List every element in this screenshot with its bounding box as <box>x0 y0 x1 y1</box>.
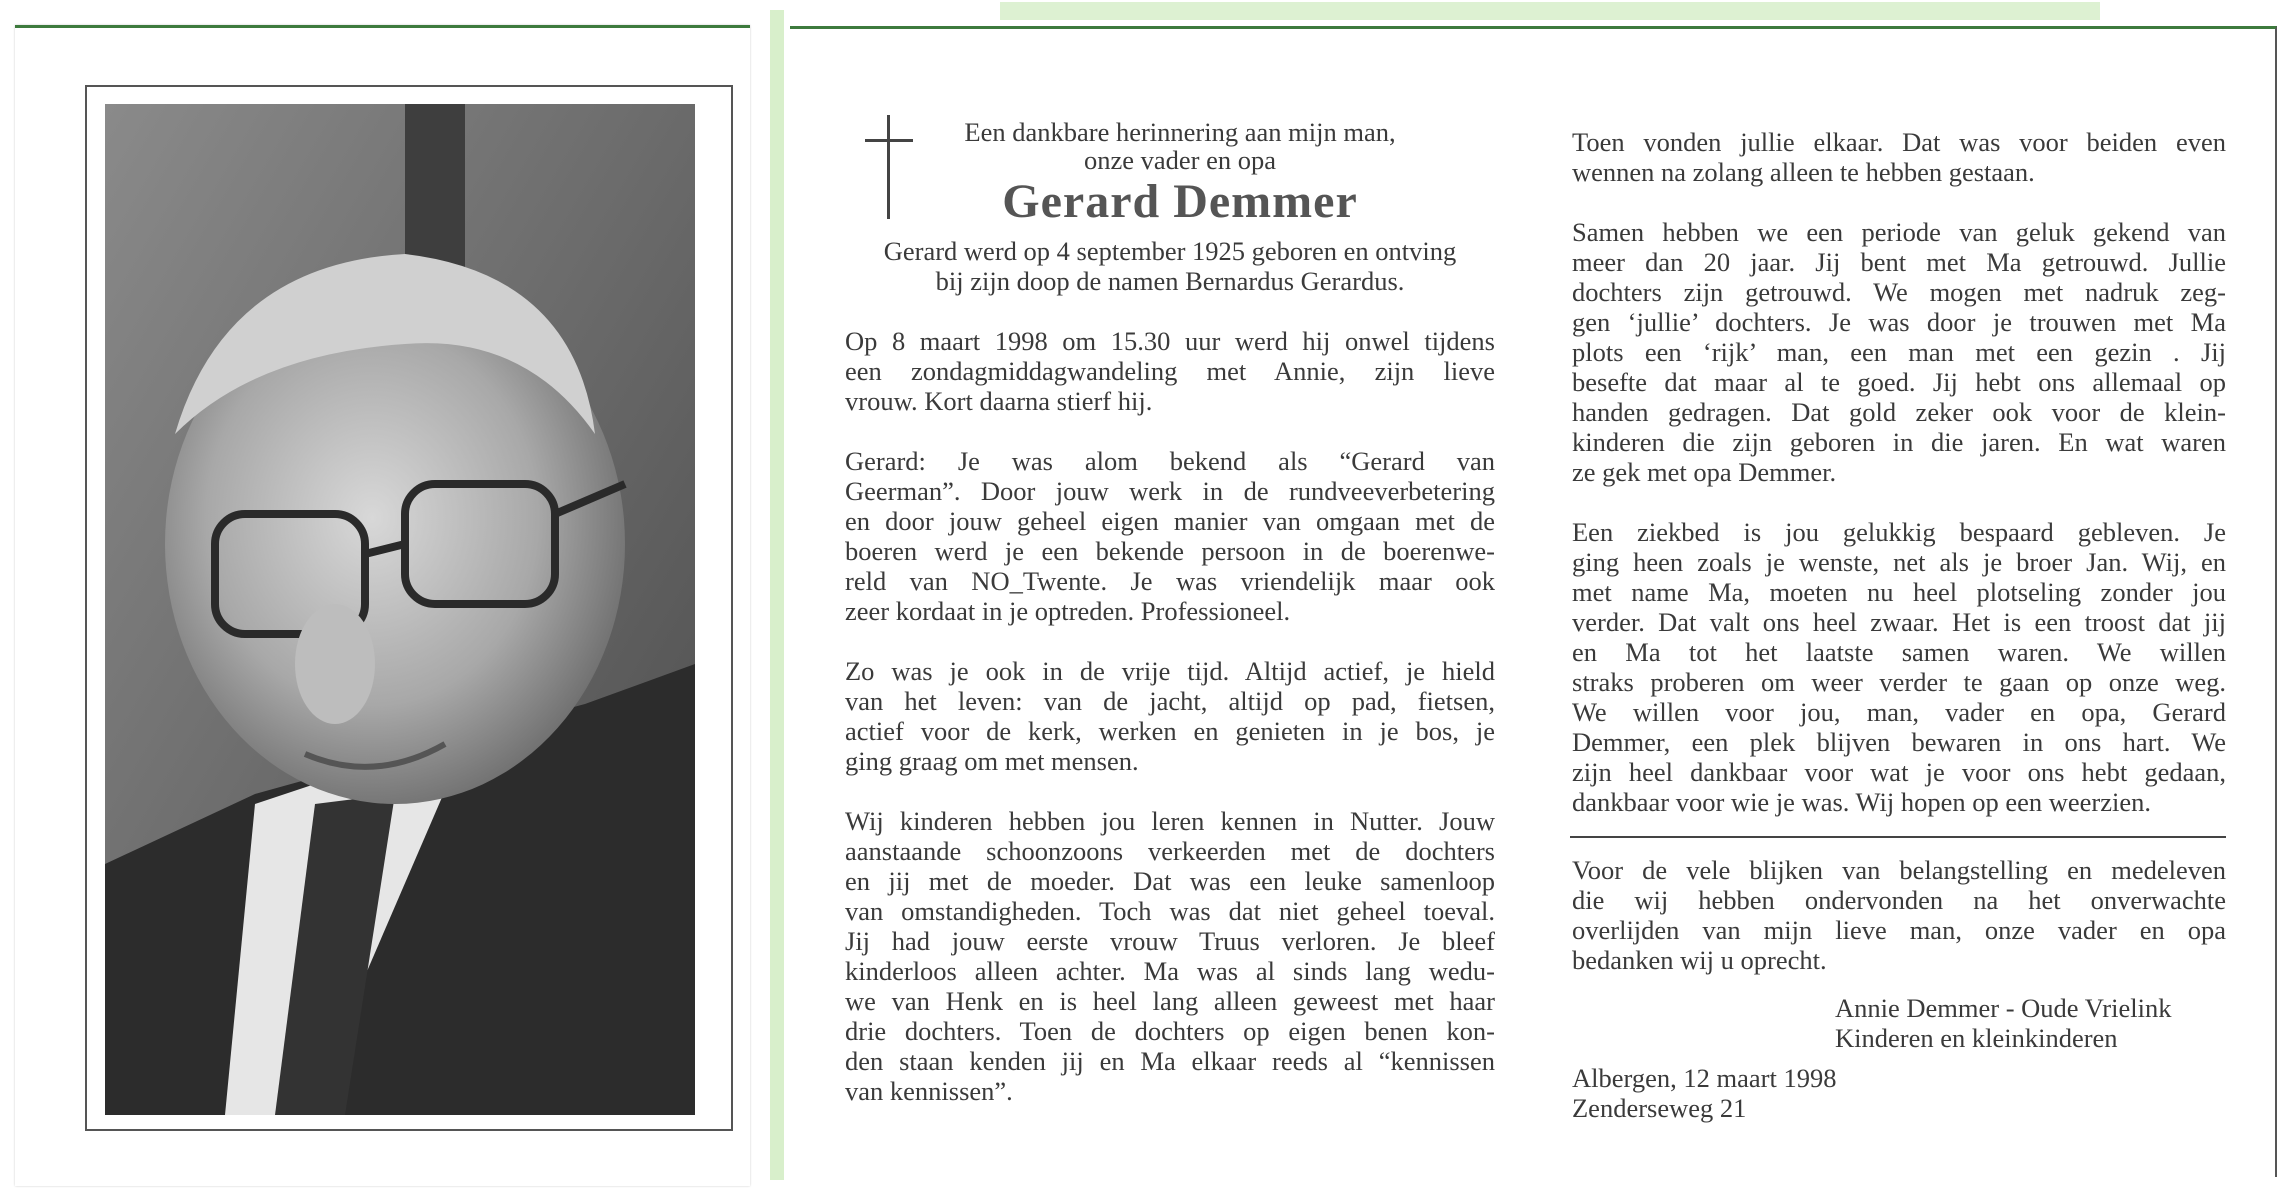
scan-artifact <box>1000 2 2100 20</box>
text-line: verder. Dat valt ons heel zwaar. Het is een troost dat jij <box>1572 607 2226 637</box>
text-line: handen gedragen. Dat gold zeker ook voor de klein- <box>1572 397 2226 427</box>
text-line: aanstaande schoonzoons verkeerden met de dochters <box>845 836 1495 866</box>
left-text-column <box>845 236 1495 1136</box>
intro-line: Gerard werd op 4 september 1925 geboren en ontving <box>883 236 1457 266</box>
text-line: reld van NO_Twente. Je was vriendelijk maar ook <box>845 566 1495 596</box>
text-line: een zondagmiddagwandeling met Annie, zijn lieve <box>845 356 1495 386</box>
text-line: vrouw. Kort daarna stierf hij. <box>845 386 1153 416</box>
paragraph <box>845 656 1495 776</box>
intro-line: bij zijn doop de namen Bernardus Gerardus. <box>935 266 1405 296</box>
paragraph <box>1572 127 2226 187</box>
memorial-header <box>920 118 1440 230</box>
text-line: drie dochters. Toen de dochters op eigen benen kon- <box>845 1016 1495 1046</box>
text-line: wennen na zolang alleen te hebben gestaan. <box>1572 157 2035 187</box>
text-line: Gerard: Je was alom bekend als “Gerard van <box>845 446 1495 476</box>
thanks-paragraph <box>1572 855 2226 975</box>
divider <box>1570 836 2226 838</box>
paragraph <box>845 326 1495 416</box>
text-line: straks proberen om weer verder te gaan op onze weg. <box>1572 667 2226 697</box>
place-date-address <box>1572 1063 1972 1123</box>
text-line: Op 8 maart 1998 om 15.30 uur werd hij onwel tijdens <box>845 326 1495 356</box>
right-text-column <box>1572 127 2226 847</box>
text-line: Samen hebben we een periode van geluk gekend van <box>1572 217 2226 247</box>
text-line: Demmer, een plek blijven bewaren in ons hart. We <box>1572 727 2226 757</box>
text-line: Zo was je ook in de vrije tijd. Altijd actief, je hield <box>845 656 1495 686</box>
paragraph <box>1572 517 2226 817</box>
scan-artifact <box>770 10 784 1180</box>
text-line: van kennissen”. <box>845 1076 1013 1106</box>
signature-line: Kinderen en kleinkinderen <box>1835 1023 2118 1053</box>
text-line: en door jouw geheel eigen manier van omgaan met de <box>845 506 1495 536</box>
thanks-line: bedanken wij u oprecht. <box>1572 945 1827 975</box>
text-line: van het leven: van de jacht, altijd op pad, fietsen, <box>845 686 1495 716</box>
text-line: besefte dat maar al te goed. Jij hebt ons allemaal op <box>1572 367 2226 397</box>
portrait-photo <box>105 104 695 1115</box>
deceased-name: Gerard Demmer <box>1002 175 1358 228</box>
text-line: actief voor de kerk, werken en genieten in je bos, je <box>845 716 1495 746</box>
text-line: meer dan 20 jaar. Jij bent met Ma getrouwd. Jullie <box>1572 247 2226 277</box>
paragraph <box>845 446 1495 626</box>
text-line: met name Ma, moeten nu heel plotseling zonder jou <box>1572 577 2226 607</box>
text-line: den staan kenden jij en Ma elkaar reeds al “kennissen <box>845 1046 1495 1076</box>
text-line: Een ziekbed is jou gelukkig bespaard gebleven. Je <box>1572 517 2226 547</box>
text-line: plots een ‘rijk’ man, een man met een gezin . Jij <box>1572 337 2226 367</box>
thanks-line: die wij hebben ondervonden na het onverwachte <box>1572 885 2226 915</box>
paragraph <box>1572 217 2226 487</box>
intro-paragraph <box>845 236 1495 296</box>
text-line: zijn heel dankbaar voor wat je voor ons hebt gedaan, <box>1572 757 2226 787</box>
text-line: Wij kinderen hebben jou leren kennen in Nutter. Jouw <box>845 806 1495 836</box>
text-line: We willen voor jou, man, vader en opa, Gerard <box>1572 697 2226 727</box>
text-line: ging heen zoals je wenste, net als je broer Jan. Wij, en <box>1572 547 2226 577</box>
text-line: gen ‘jullie’ dochters. Je was door je trouwen met Ma <box>1572 307 2226 337</box>
text-line: boeren werd je een bekende persoon in de boerenwe- <box>845 536 1495 566</box>
text-line: zeer kordaat in je optreden. Professioneel. <box>845 596 1291 626</box>
street-address: Zenderseweg 21 <box>1572 1093 1747 1123</box>
text-line: van omstandigheden. Toch was dat niet geheel toeval. <box>845 896 1495 926</box>
text-line: dankbaar voor wie je was. Wij hopen op een weerzien. <box>1572 787 2152 817</box>
thanks-line: Voor de vele blijken van belangstelling en medeleven <box>1572 855 2226 885</box>
header-line-2: onze vader en opa <box>1083 145 1277 175</box>
text-line: ze gek met opa Demmer. <box>1572 457 1837 487</box>
text-line: Jij had jouw eerste vrouw Truus verloren. Je bleef <box>845 926 1495 956</box>
text-line: kinderloos alleen achter. Ma was al sinds lang wedu- <box>845 956 1495 986</box>
text-line: Geerman”. Door jouw werk in de rundveeverbetering <box>845 476 1495 506</box>
text-line: Toen vonden jullie elkaar. Dat was voor beiden even <box>1572 127 2226 157</box>
signature-line: Annie Demmer - Oude Vrielink <box>1835 993 2172 1023</box>
paragraph <box>845 806 1495 1106</box>
text-line: en Ma tot het laatste samen waren. We willen <box>1572 637 2226 667</box>
text-line: we van Henk en is heel lang alleen geweest met haar <box>845 986 1495 1016</box>
signature <box>1835 993 2235 1053</box>
text-line: ging graag om met mensen. <box>845 746 1139 776</box>
text-line: dochters zijn getrouwd. We mogen met nadruk zeg- <box>1572 277 2226 307</box>
text-line: en jij met de moeder. Dat was een leuke samenloop <box>845 866 1495 896</box>
text-line: kinderen die zijn geboren in die jaren. En wat waren <box>1572 427 2226 457</box>
place-date: Albergen, 12 maart 1998 <box>1572 1063 1837 1093</box>
thanks-line: overlijden van mijn lieve man, onze vader en opa <box>1572 915 2226 945</box>
header-line-1: Een dankbare herinnering aan mijn man, <box>964 117 1396 147</box>
cross-icon <box>865 115 913 219</box>
